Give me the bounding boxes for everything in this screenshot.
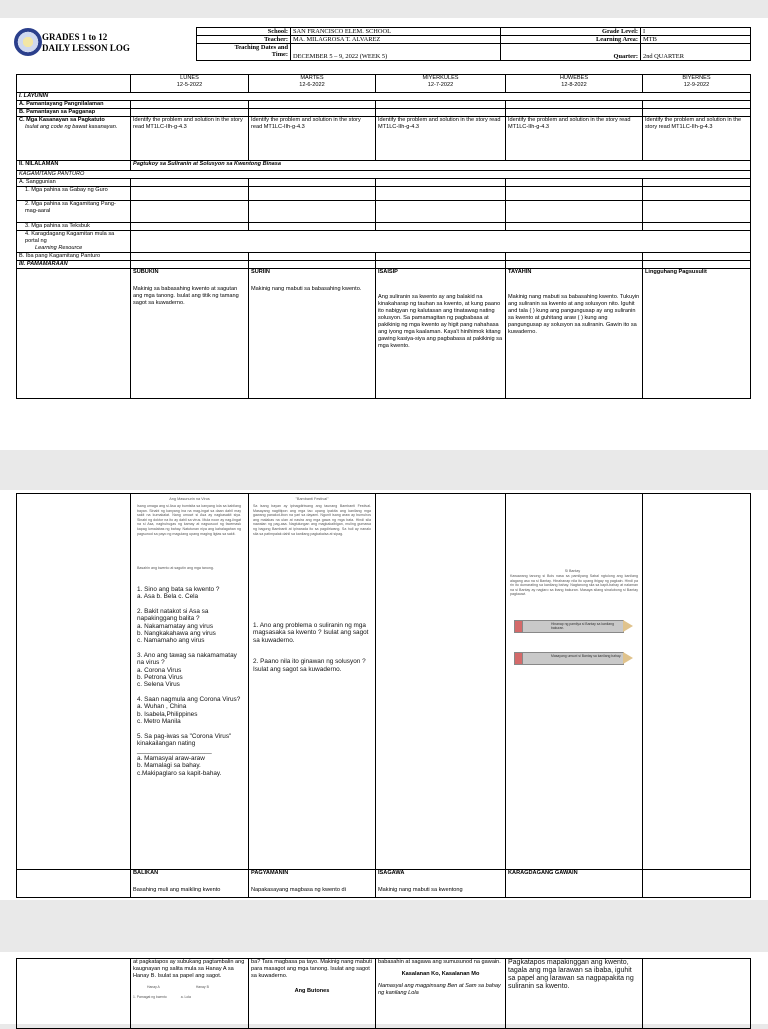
procedure-text: Makinig nang mabuti sa babasahing kwento. Tukuyin ang suliranin sa kwento at ang solusyon nito. Iguhit and tala ( ) kung ang pangungusap ay ang suliranin sa kwento at guhitang araw ( ) kung ang pangungusap ay solusyon sa suliranin. Gawin ito sa kuwaderno. <box>508 294 640 335</box>
question-line: b. Isabela,Philippines <box>137 710 198 718</box>
question-line: c. Selena Virus <box>137 681 180 689</box>
procedure2-isagawa <box>376 870 506 898</box>
continuation-blank <box>17 959 131 1029</box>
question-line: c. Metro Manila <box>137 718 181 726</box>
question-line <box>253 651 369 658</box>
question-line: b. Petrona Virus <box>137 674 183 682</box>
lesson-plan-table <box>16 74 751 399</box>
area-label: Learning Area: <box>501 36 641 44</box>
continuation-table <box>16 958 751 1029</box>
grade-label: Grade Level: <box>501 28 641 36</box>
procedure-cell-suriin <box>249 269 376 399</box>
procedure-blank <box>17 269 131 399</box>
question-line: 2. Bakit natakot si Asa sa napakinggang balita ? <box>137 607 209 623</box>
activity-cell-suriin <box>249 494 376 870</box>
day-header-2 <box>249 75 376 93</box>
lesson-log-page-1 <box>0 18 768 450</box>
procedure-head: PAGYAMANIN <box>251 870 289 876</box>
story-title-kasalanan: Kasalanan Ko, Kasalanan Mo <box>401 971 480 977</box>
row-nilalaman: II. NILALAMAN <box>17 161 131 171</box>
story-title-butones: Ang Butones <box>294 988 330 994</box>
procedure2-karagdagang-gawain <box>506 870 643 898</box>
question-line: 1. Ano ang problema o suliranin ng mga magsasaka sa kwento ? Isulat ang sagot sa kuwaderno. <box>253 622 369 644</box>
row-pamantayang-pangnilalaman: A. Pamantayang Pangnilalaman <box>17 101 131 109</box>
hanay-b-label: Hanay B <box>195 985 209 989</box>
question-line: c.Makipaglaro sa kapit-bahay. <box>137 769 222 777</box>
question-line: a. Asa b. Bela c. Cela <box>137 593 199 601</box>
pencil-text-2: Masayang umuwi si Bantay sa kanilang bahay. <box>551 654 622 658</box>
procedure-text: Makinig nang mabuti sa kwentong <box>378 887 463 893</box>
procedure-text: Ang suliranin sa kwento ay ang balakid na kinakaharap ng tauhan sa kwento, at kung paano ito nabigyan ng kalutasan ang tinatawag nating solusyon. Sa pamamagitan ng pagbabasa at pakikinig ng mga kwento ay higit pang nahahasa ang iyong mga kaalaman. Kaya't hinihimok kitang gawing kasiya-siya ang pagbabasa at pakikinig sa mga kwento. <box>378 294 503 349</box>
question-line: 2. Paano nila ito ginawan ng solusyon ? Isulat ang sagot sa kuwaderno. <box>253 658 366 673</box>
question-line <box>137 689 245 696</box>
procedure-cell-isaisip <box>376 269 506 399</box>
lesson-log-page-3 <box>0 952 768 1024</box>
continuation-pagyamanin <box>249 959 376 1029</box>
day-name: MARTES <box>300 75 324 81</box>
row-kagamitang-pang-mag-aaral: 2. Mga pahina sa Kagamitang Pang-mag-aaral <box>17 201 131 223</box>
school-label: School: <box>197 28 291 36</box>
question-line: a. Corona Virus <box>137 666 182 674</box>
procedure-head: SURIIN <box>251 269 270 275</box>
question-line: a. Wuhan , China <box>137 703 187 711</box>
activity-cell-friday <box>643 494 751 870</box>
row-kasanayan <box>17 117 131 161</box>
pagyamanin-text: ba? Tara magbasa pa tayo. Makinig nang mabuti para masagot ang mga tanong. Isulat ang sagot sa kuwaderno. <box>251 959 372 979</box>
procedure-head: BALIKAN <box>133 870 159 876</box>
isagawa-text: babasahin at sagawa ang sumusunod na gawain. <box>378 959 501 965</box>
row-kagamitan: KAGAMITANG PANTURO <box>17 171 751 179</box>
procedure-cell-subukin <box>131 269 249 399</box>
procedure-cell-tayahin <box>506 269 643 399</box>
row-pamantayan-sa-pagganap: B. Pamantayan sa Pagganap <box>17 109 131 117</box>
day-date: 12-6-2022 <box>299 82 325 88</box>
row-teksbuk: 3. Mga pahina sa Teksbuk <box>17 223 131 231</box>
procedure-head: ISAISIP <box>378 269 398 275</box>
story2-body: Sa isang bayan ay ipinagdiriwang ang taunang Bambanti Festival. Masayang nagtitipon ang mga tao upang ipakita ang kanilang mga gawang panakot-ibon na yari sa dayami. Ngunit isang araw ay bumuhos ang malakas na ulan at nasira ang mga gawa ng mga bata. Hindi sila nawalan ng pag-asa. Nagtulungan ang magkakaibigan, muling gumawa ng bagong Bambanti at ipinarada ito sa pagdiriwang. Sa huli ay nanalo sila sa patimpalak dahil sa kanilang pagkakaisa at sipag. <box>253 504 371 536</box>
learning-resource-label: 4. Karagdagang Kagamitan mula sa portal ng <box>25 231 115 244</box>
story1-title: Ang Masunurin na Virus <box>169 497 210 501</box>
procedure-text: Napakasayang magbasa ng kwento di <box>251 887 346 893</box>
question-line: a. Nakamamatay ang virus <box>137 622 214 630</box>
question-line: c. Namamaho ang virus <box>137 637 205 645</box>
day-header-1 <box>131 75 249 93</box>
activities-table <box>16 493 751 898</box>
question-line: a. Mamasyal araw-araw <box>137 754 205 762</box>
matching-table <box>133 984 246 991</box>
grade-value: I <box>641 28 751 36</box>
question-line: 3. Ano ang tawag sa nakamamatay na virus ? <box>137 651 237 667</box>
school-value: SAN FRANCISCO ELEM. SCHOOL <box>291 28 501 36</box>
row-pamamaraan: III. PAMAMARAAN <box>17 261 131 269</box>
question-line <box>137 645 245 652</box>
quarter-label: Quarter: <box>501 44 641 61</box>
header-info-table <box>196 27 751 61</box>
kasanayan-label: C. Mga Kasanayan sa Pagkatuto <box>19 117 105 123</box>
story3-body: Kawawang tanong si Bols nasa sa pamilyang Sabal ngtulong ang kanilang alagang aso na si Bantay. Hinahanap nila ito upang ibigay ng pagkain. Hindi pa rin ito dumarating sa kanilang bahay. Nagtanong sila sa kapit-bahay at nalaman na si Bantay ay naglaro sa ibang bakuran. Masaya silang sinalubong si Bantay pagkauwi. <box>510 574 638 597</box>
procedure-head: ISAGAWA <box>378 870 405 876</box>
competency-cell: Identify the problem and solution in the story read MT1LC-IIh-g-4.3 <box>131 117 249 161</box>
row-iba-pang-kagamitan: B. Iba pang Kagamitang Panturo <box>17 253 131 261</box>
question-line: 1. Sino ang bata sa kwento ? <box>137 586 220 593</box>
day-name: MIYERKULES <box>422 75 459 81</box>
row-learning-resource <box>17 231 131 253</box>
procedure-text: Makinig nang mabuti sa babasahing kwento. <box>251 286 362 292</box>
story2-title: "Bambanti Festival" <box>295 497 329 501</box>
question-line: b. Nangkakahawa ang virus <box>137 630 216 638</box>
day-date: 12-5-2022 <box>176 82 203 88</box>
day-name: HUWEBES <box>559 75 589 81</box>
question-line: b. Mamalagi sa bahay. <box>137 762 201 770</box>
area-value: MTB <box>641 36 751 44</box>
teacher-value: MA. MILAGROSA T. ALVAREZ <box>291 36 501 44</box>
day-name: LUNES <box>180 75 199 81</box>
question-line <box>253 644 369 651</box>
day-date: 12-9-2022 <box>683 82 710 88</box>
row-gabay-ng-guro: 1. Mga pahina sa Gabay ng Guro <box>17 187 131 201</box>
story3-title: Si Bantay <box>564 569 581 573</box>
title-line-2: DAILY LESSON LOG <box>42 43 130 53</box>
teaching-dates-label-2: Time: <box>271 51 288 58</box>
continuation-karagdagan: Pagkatapos mapakinggan ang kwento, tagala ang mga larawan sa ibaba, iguhit sa papel ang larawan sa nagpapakita ng suliranin sa kwento. <box>506 959 643 1029</box>
title-line-1: GRADES 1 to 12 <box>42 32 108 42</box>
teaching-dates-label-1: Teaching Dates and <box>234 44 288 51</box>
competency-cell: Identify the problem and solution in the story read MT1LC-IIh-g-4.3 <box>249 117 376 161</box>
matching-row <box>133 994 246 1001</box>
question-line <box>137 726 245 733</box>
procedure-head: Lingguhang Pagsusulit <box>645 269 707 275</box>
continuation-isagawa <box>376 959 506 1029</box>
matching-item-b: a. Lola <box>180 995 191 999</box>
teacher-label: Teacher: <box>197 36 291 44</box>
nilalaman-value: Pagtukoy sa Suliranin at Solusyon sa Kwentong Binasa <box>131 161 751 171</box>
procedure-head: KARAGDAGANG GAWAIN <box>508 870 578 876</box>
day-header-5 <box>643 75 751 93</box>
teaching-dates-label <box>197 44 291 61</box>
continuation-balikan <box>131 959 249 1029</box>
activity-cell-isaisip <box>376 494 506 870</box>
row-layunin: I. LAYUNIN <box>17 93 751 101</box>
continuation-friday <box>643 959 751 1029</box>
deped-seal-logo <box>14 28 42 56</box>
competency-cell: Identify the problem and solution in the story read MT1LC-IIh-g-4.3 <box>506 117 643 161</box>
question-line: 5. Sa pag-iwas sa "Corona Virus" kinakailangan nating <box>137 732 232 747</box>
corner-cell <box>17 75 131 93</box>
activity-cell-subukin <box>131 494 249 870</box>
lesson-log-page-2 <box>0 490 768 900</box>
questions-subukin <box>137 586 245 777</box>
competency-cell: Identify the problem and solution in the story read MT1LC-IIh-g-4.3 <box>643 117 751 161</box>
day-header-3 <box>376 75 506 93</box>
day-date: 12-8-2022 <box>561 82 587 88</box>
procedure2-blank <box>17 870 131 898</box>
activity-blank <box>17 494 131 870</box>
question-line <box>137 601 245 608</box>
day-name: BIYERNES <box>682 75 711 81</box>
pencil-text-1: Hinanap ng pamilya si Bantay sa kanilang bakuran. <box>551 622 614 630</box>
hanay-a-label: Hanay A <box>147 985 160 989</box>
procedure2-pagyamanin <box>249 870 376 898</box>
procedure-text: Basahing muli ang maikling kwento <box>133 887 221 893</box>
activity-cell-tayahin <box>506 494 643 870</box>
teaching-dates-value: DECEMBER 5 – 9, 2022 (WEEK 5) <box>291 44 501 61</box>
day-date: 12-7-2022 <box>427 82 454 88</box>
learning-resource-sub: Learning Resource <box>35 245 83 251</box>
isagawa-story-text: Namasyal ang magpinsang Ben at Sam sa bahay ng kanilang Lola <box>378 983 501 996</box>
question-line: _____________________ <box>137 747 212 755</box>
procedure-text: Makinig sa babasahing kwento at sagutan ang mga tanong. Isulat ang titik ng tamang sagot sa kuwaderno. <box>133 286 239 306</box>
procedure-head: TAYAHIN <box>508 269 532 275</box>
story1-body: Isang umaga ang si Asa ay bumisita sa kanyang lola sa kabilang bayan. Sinabi ng kanyang ina na mag-ingat sa daan dahil may sakit na kumakalat. Nang umuwi si Asa ay nagkasakit siya. Sinabi ng doktor na ito ay dahil sa virus. Mula noon ay nag-iingat na si Asa, naghuhugas ng kamay at nagsusuot ng facemask kapag lumalabas ng bahay. Natutunan niya ang kahalagahan ng pagsunod sa payo ng magulang upang maging ligtas sa sakit. <box>137 504 241 536</box>
story1-note: Basahin ang kwento at sagutin ang mga tanong. <box>137 566 214 570</box>
competency-cell: Identify the problem and solution in the story read MT1LC-IIh-g-4.3 <box>376 117 506 161</box>
procedure-head: SUBUKIN <box>133 269 159 275</box>
procedure2-friday <box>643 870 751 898</box>
procedure2-balikan <box>131 870 249 898</box>
kasanayan-sub: Isulat ang code ng bawat kasanayan. <box>25 124 118 130</box>
procedure-cell-pagsusulit <box>643 269 751 399</box>
pencil-card-2 <box>520 652 624 665</box>
row-sanggunian: A. Sanggunian <box>17 179 131 187</box>
quarter-value: 2nd QUARTER <box>641 44 751 61</box>
day-header-4 <box>506 75 643 93</box>
balikan-text: at pagkatapos ay subukang pagtambalin ang kaugnayan ng salita mula sa Hanay A sa Hanay B. Isulat sa papel ang sagot. <box>133 959 245 979</box>
pencil-card-1 <box>520 620 624 633</box>
questions-suriin <box>253 622 369 673</box>
matching-item-a: 1. Pamagat ng kwento <box>133 995 167 999</box>
question-line: 4. Saan nagmula ang Corona Virus? <box>137 695 241 703</box>
